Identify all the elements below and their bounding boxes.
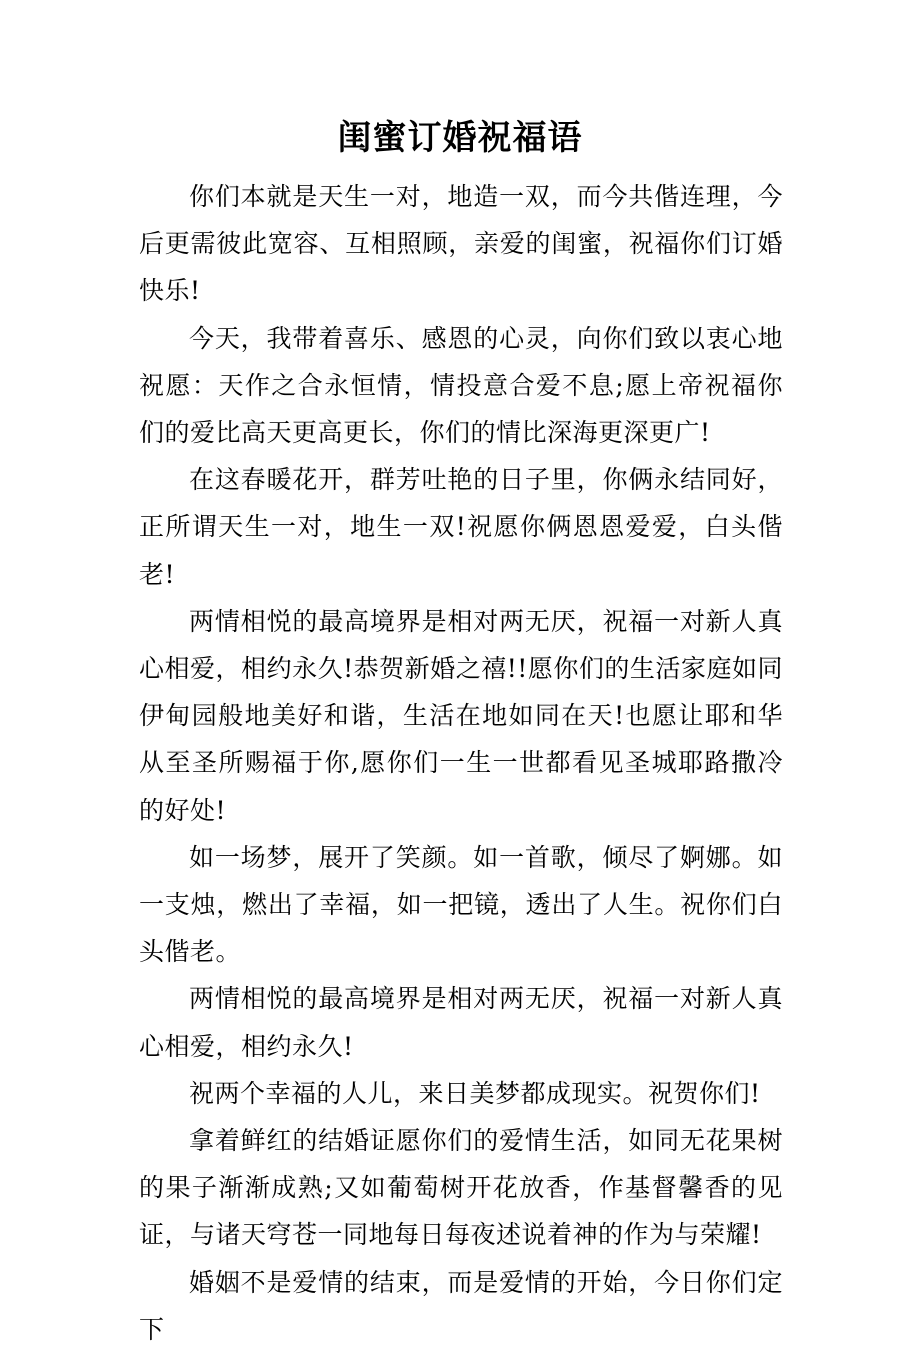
document-title: 闺蜜订婚祝福语: [337, 118, 583, 158]
paragraph: 婚姻不是爱情的结束，而是爱情的开始，今日你们定下: [139, 1267, 783, 1344]
paragraph: 今天，我带着喜乐、感恩的心灵，向你们致以衷心地祝愿：天作之合永恒情，情投意合爱不息;愿上帝祝福你们的爱比高天更高更长，你们的情比深海更深更广!: [139, 323, 783, 448]
paragraph: 在这春暖花开，群芳吐艳的日子里，你俩永结同好，正所谓天生一对，地生一双!祝愿你俩恩恩爱爱，白头偕老!: [139, 465, 783, 589]
paragraph: 两情相悦的最高境界是相对两无厌，祝福一对新人真心相爱，相约永久!: [139, 984, 783, 1061]
paragraph: 拿着鲜红的结婚证愿你们的爱情生活，如同无花果树的果子渐渐成熟;又如葡萄树开花放香，作基督馨香的见证，与诸天穹苍一同地每日每夜述说着神的作为与荣耀!: [139, 1126, 783, 1250]
paragraph: 祝两个幸福的人儿，来日美梦都成现实。祝贺你们!: [189, 1078, 761, 1108]
paragraph: 两情相悦的最高境界是相对两无厌，祝福一对新人真心相爱，相约永久!恭贺新婚之禧!!愿你们的生活家庭如同伊甸园般地美好和谐，生活在地如同在天!也愿让耶和华从至圣所赐福于你,愿你们一生一世都看见圣城耶路撒冷的好处!: [139, 606, 783, 825]
paragraph: 你们本就是天生一对，地造一双，而今共偕连理，今后更需彼此宽容、互相照顾，亲爱的闺蜜，祝福你们订婚快乐!: [139, 182, 783, 306]
paragraph: 如一场梦，展开了笑颜。如一首歌，倾尽了婀娜。如一支烛，燃出了幸福，如一把镜，透出了人生。祝你们白头偕老。: [139, 842, 783, 967]
document-body: [139, 173, 783, 1353]
